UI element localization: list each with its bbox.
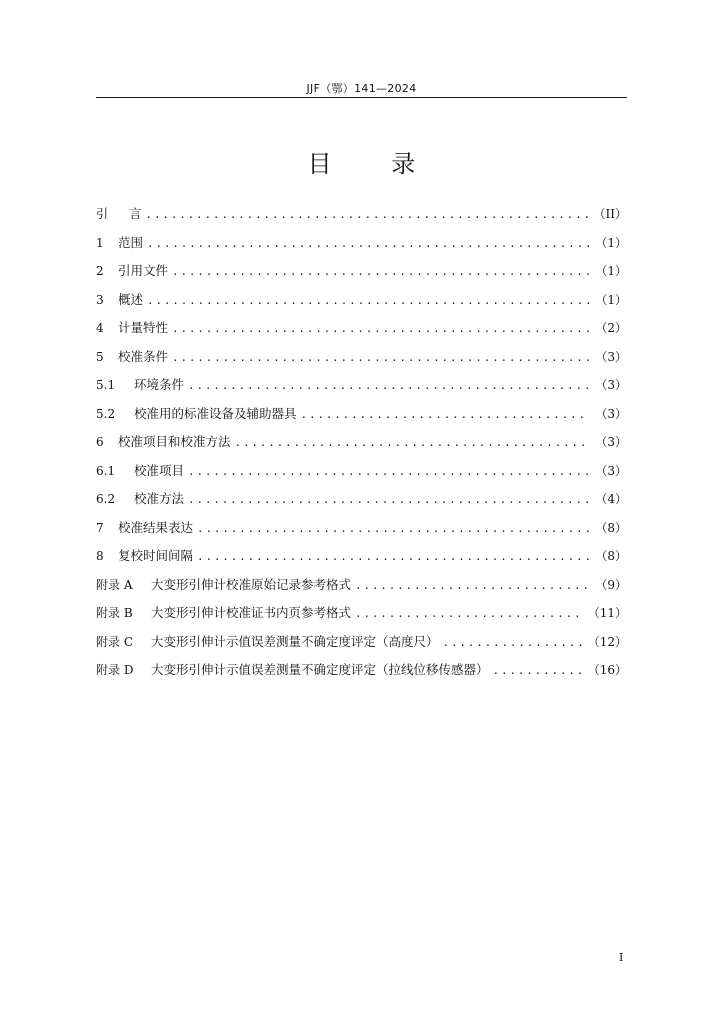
toc-entry-page: （1） <box>595 292 627 307</box>
toc-entry-number: 附录 C <box>96 634 133 649</box>
toc-entry-title: 计量特性 <box>118 320 169 335</box>
toc-entry-title: 大变形引伸计示值误差测量不确定度评定（高度尺） <box>151 633 439 649</box>
dot-leader <box>172 315 589 344</box>
dot-leader <box>355 572 589 601</box>
dot-leader <box>146 201 588 230</box>
toc-entry-appendix-b[interactable] <box>96 599 627 628</box>
toc-entry-number: 7 <box>96 520 104 535</box>
toc-entry-title: 校准方法 <box>134 491 185 506</box>
toc-entry-page: （II） <box>593 207 627 221</box>
toc-entry-title: 校准项目 <box>134 462 185 478</box>
toc-entry-5-2[interactable] <box>96 400 627 429</box>
toc-entry-title: 校准结果表达 <box>118 519 194 535</box>
toc-entry-title: 复校时间间隔 <box>118 548 194 563</box>
toc-entry-number: 6.2 <box>96 492 116 506</box>
dot-leader <box>188 486 589 515</box>
toc-entry-1[interactable] <box>96 229 627 258</box>
toc-entry-page: （1） <box>595 235 627 250</box>
table-of-contents <box>96 200 627 685</box>
toc-entry-appendix-c[interactable] <box>96 628 627 657</box>
toc-entry-title: 引用文件 <box>118 263 169 278</box>
dot-leader <box>147 287 589 316</box>
toc-entry-title: 言 <box>129 206 142 221</box>
dot-leader <box>301 401 590 430</box>
toc-entry-title: 校准条件 <box>118 348 169 364</box>
dot-leader <box>188 458 589 487</box>
toc-entry-7[interactable] <box>96 514 627 543</box>
dot-leader <box>493 657 582 686</box>
toc-entry-number: 3 <box>96 292 104 307</box>
toc-entry-number: 6 <box>96 435 104 449</box>
dot-leader <box>235 429 590 458</box>
toc-entry-page: （2） <box>595 321 627 335</box>
toc-entry-5-1[interactable] <box>96 371 627 400</box>
toc-entry-6-2[interactable] <box>96 485 627 514</box>
toc-entry-title: 大变形引伸计校准原始记录参考格式 <box>151 576 352 592</box>
toc-entry-title: 范围 <box>118 234 144 250</box>
toc-entry-page: （3） <box>595 349 627 364</box>
toc-entry-page: （11） <box>587 606 627 620</box>
toc-entry-page: （4） <box>595 492 627 506</box>
toc-entry-number: 5 <box>96 349 104 364</box>
dot-leader <box>197 515 589 544</box>
toc-entry-2[interactable] <box>96 257 627 286</box>
toc-entry-number: 附录 A <box>96 577 133 592</box>
toc-entry-title: 大变形引伸计校准证书内页参考格式 <box>151 605 352 620</box>
toc-entry-appendix-d[interactable] <box>96 656 627 685</box>
toc-entry-6-1[interactable] <box>96 457 627 486</box>
toc-entry-number: 5.1 <box>96 378 116 392</box>
toc-entry-page: （9） <box>595 577 627 592</box>
toc-entry-4[interactable] <box>96 314 627 343</box>
running-header: JJF（鄂）141—2024 <box>306 82 417 95</box>
toc-entry-page: （3） <box>595 378 627 392</box>
header-rule <box>96 97 627 98</box>
toc-entry-number: 2 <box>96 264 104 278</box>
toc-entry-page: （12） <box>587 634 627 649</box>
toc-entry-title: 校准用的标准设备及辅助器具 <box>134 405 297 421</box>
dot-leader <box>172 258 589 287</box>
toc-entry-title: 校准项目和校准方法 <box>118 434 231 449</box>
toc-entry-number: 6.1 <box>96 463 116 478</box>
toc-entry-intro[interactable] <box>96 200 627 229</box>
page-title: 目 录 <box>307 150 442 178</box>
toc-entry-page: （16） <box>587 663 627 677</box>
toc-entry-page: （8） <box>595 549 627 563</box>
toc-entry-page: （3） <box>595 463 627 478</box>
toc-entry-8[interactable] <box>96 542 627 571</box>
toc-entry-number: 附录 D <box>96 663 134 677</box>
dot-leader <box>443 629 582 658</box>
dot-leader <box>147 230 589 259</box>
toc-entry-appendix-a[interactable] <box>96 571 627 600</box>
toc-entry-number: 附录 B <box>96 606 133 620</box>
toc-entry-page: （8） <box>595 520 627 535</box>
toc-entry-number: 4 <box>96 321 104 335</box>
toc-entry-page: （3） <box>595 435 627 449</box>
page-number: I <box>619 951 624 964</box>
toc-entry-5[interactable] <box>96 343 627 372</box>
dot-leader <box>188 372 589 401</box>
toc-entry-page: （3） <box>595 406 627 421</box>
toc-entry-page: （1） <box>595 264 627 278</box>
toc-entry-title: 概述 <box>118 291 144 307</box>
toc-entry-title: 大变形引伸计示值误差测量不确定度评定（拉线位移传感器） <box>151 662 489 677</box>
toc-entry-3[interactable] <box>96 286 627 315</box>
toc-entry-6[interactable] <box>96 428 627 457</box>
dot-leader <box>197 543 589 572</box>
toc-entry-title: 环境条件 <box>134 377 185 392</box>
toc-entry-number: 5.2 <box>96 406 116 421</box>
toc-entry-number: 8 <box>96 549 104 563</box>
toc-entry-number: 引 <box>96 207 109 221</box>
toc-entry-number: 1 <box>96 235 104 250</box>
dot-leader <box>172 344 589 373</box>
dot-leader <box>355 600 582 629</box>
